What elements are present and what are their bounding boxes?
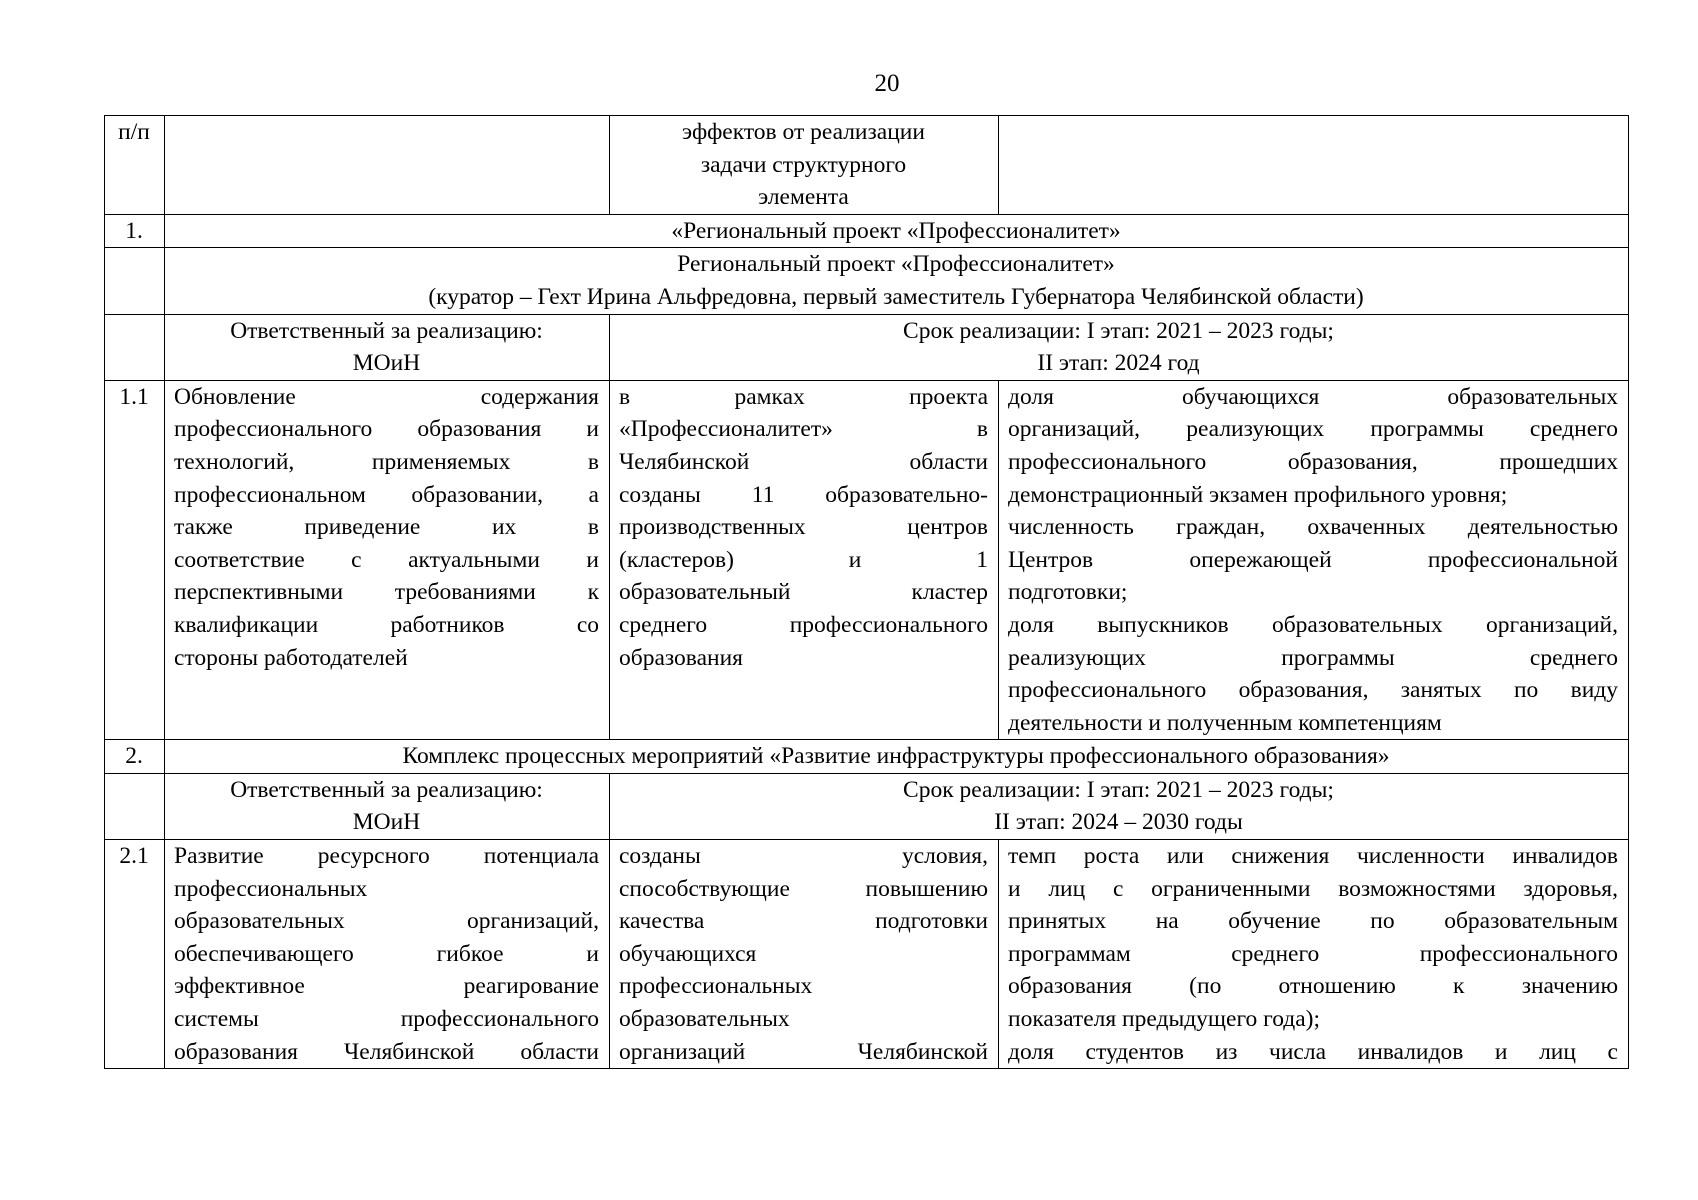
text-line: созданы условия, — [619, 843, 988, 870]
text-line: технологий, применяемых в — [174, 448, 599, 475]
text-line: профессионального образования, прошедших — [1008, 448, 1618, 475]
text-line: производственных центров — [619, 514, 988, 541]
responsible-cell — [165, 773, 610, 839]
text-line: профессиональном образовании, а — [174, 481, 599, 508]
header-line: эффектов от реализации — [682, 119, 925, 145]
text-line: образования — [619, 644, 743, 671]
text-line: численность граждан, охваченных деятельностью — [1008, 514, 1618, 541]
cell-task-header — [165, 116, 610, 215]
table-row-section-1 — [105, 214, 1629, 248]
project-curator: (куратор – Гехт Ирина Альфредовна, первый заместитель Губернатора Челябинской области) — [428, 283, 1364, 310]
cell-num-header: п/п — [105, 116, 165, 215]
text-line: реализующих программы среднего — [1008, 644, 1618, 671]
term-cell — [610, 314, 1629, 380]
header-line: задачи структурного — [700, 151, 907, 178]
text-line: «Профессионалитет» в — [619, 416, 988, 443]
cell-indicator-header — [999, 116, 1629, 215]
text-line: деятельности и полученным компетенциям — [1008, 709, 1442, 736]
text-line: качества подготовки — [619, 908, 988, 935]
task-number: 2.1 — [105, 840, 165, 1069]
text-line: демонстрационный экзамен профильного уровня; — [1008, 481, 1508, 508]
effect-description — [610, 840, 999, 1069]
text-line: эффективное реагирование — [174, 973, 599, 1000]
task-description — [165, 380, 610, 740]
table-row-task-2-1 — [105, 840, 1629, 1069]
text-line: обеспечивающего гибкое и — [174, 940, 599, 967]
text-line: темп роста или снижения численности инвалидов — [1008, 843, 1618, 870]
table-row-responsibility-2 — [105, 773, 1629, 839]
text-line: и лиц с ограниченными возможностями здоровья, — [1008, 875, 1618, 902]
program-table — [104, 115, 1629, 1069]
text-line: образовательных — [619, 1006, 790, 1033]
effect-description — [610, 380, 999, 740]
term-line: II этап: 2024 – 2030 годы — [994, 809, 1243, 836]
section-number: 1. — [105, 214, 165, 248]
text-line: доля обучающихся образовательных — [1008, 383, 1618, 410]
header-line: элемента — [758, 184, 849, 211]
section-title: «Региональный проект «Профессионалитет» — [165, 214, 1629, 248]
text-line: профессионального образования, занятых по виду — [1008, 677, 1618, 704]
text-line: среднего профессионального — [619, 611, 988, 638]
responsible-cell — [165, 314, 610, 380]
text-line: перспективными требованиями к — [174, 579, 599, 606]
responsible-value: МОиН — [352, 809, 421, 836]
responsible-value: МОиН — [352, 350, 421, 377]
text-line: подготовки; — [1008, 579, 1128, 606]
text-line: Развитие ресурсного потенциала — [174, 843, 599, 870]
text-line: системы профессионального — [174, 1006, 599, 1033]
text-line: доля студентов из числа инвалидов и лиц с — [1008, 1038, 1618, 1065]
term-line: Срок реализации: I этап: 2021 – 2023 годы; — [903, 776, 1334, 803]
text-line: Челябинской области — [619, 448, 988, 475]
text-line: образовательных организаций, — [174, 908, 599, 935]
indicator-description — [999, 380, 1629, 740]
text-line: организаций, реализующих программы среднего — [1008, 416, 1618, 443]
text-line: Обновление содержания — [174, 383, 599, 410]
text-line: образования Челябинской области — [174, 1038, 599, 1065]
term-cell — [610, 773, 1629, 839]
text-line: организаций Челябинской — [619, 1038, 988, 1065]
text-line: стороны работодателей — [174, 644, 408, 671]
section-number: 2. — [105, 740, 165, 774]
project-name: Региональный проект «Профессионалитет» — [677, 251, 1115, 278]
table-row-header-continuation — [105, 116, 1629, 215]
text-line: соответствие с актуальными и — [174, 546, 599, 573]
text-line: профессионального образования и — [174, 416, 599, 443]
text-line: доля выпускников образовательных организаций, — [1008, 611, 1618, 638]
text-line: также приведение их в — [174, 514, 599, 541]
text-line: программам среднего профессионального — [1008, 940, 1618, 967]
text-line: образовательный кластер — [619, 579, 988, 606]
task-description — [165, 840, 610, 1069]
text-line: профессиональных — [619, 973, 813, 1000]
task-number: 1.1 — [105, 380, 165, 740]
section-title: Комплекс процессных мероприятий «Развитие инфраструктуры профессионального образования» — [165, 740, 1629, 774]
term-line: II этап: 2024 год — [1037, 350, 1200, 377]
text-line: обучающихся — [619, 940, 757, 967]
text-line: образования (по отношению к значению — [1008, 973, 1618, 1000]
text-line: квалификации работников со — [174, 611, 599, 638]
cell-effect-header — [610, 116, 999, 215]
text-line: созданы 11 образовательно- — [619, 481, 988, 508]
table-row-project — [105, 248, 1629, 314]
text-line: профессиональных — [174, 875, 368, 902]
text-line: Центров опережающей профессиональной — [1008, 546, 1618, 573]
project-title — [165, 248, 1629, 314]
text-line: (кластеров) и 1 — [619, 546, 988, 573]
text-line: принятых на обучение по образовательным — [1008, 908, 1618, 935]
text-line: показателя предыдущего года); — [1008, 1006, 1321, 1033]
table-row-task-1-1 — [105, 380, 1629, 740]
table-row-responsibility-1 — [105, 314, 1629, 380]
responsible-label: Ответственный за реализацию: — [230, 776, 543, 803]
cell-empty — [105, 773, 165, 839]
table-row-section-2 — [105, 740, 1629, 774]
indicator-description — [999, 840, 1629, 1069]
term-line: Срок реализации: I этап: 2021 – 2023 годы; — [903, 317, 1334, 344]
text-line: способствующие повышению — [619, 875, 988, 902]
page-number: 20 — [874, 70, 900, 97]
responsible-label: Ответственный за реализацию: — [230, 317, 543, 344]
cell-empty — [105, 248, 165, 314]
text-line: в рамках проекта — [619, 383, 988, 410]
cell-empty — [105, 314, 165, 380]
